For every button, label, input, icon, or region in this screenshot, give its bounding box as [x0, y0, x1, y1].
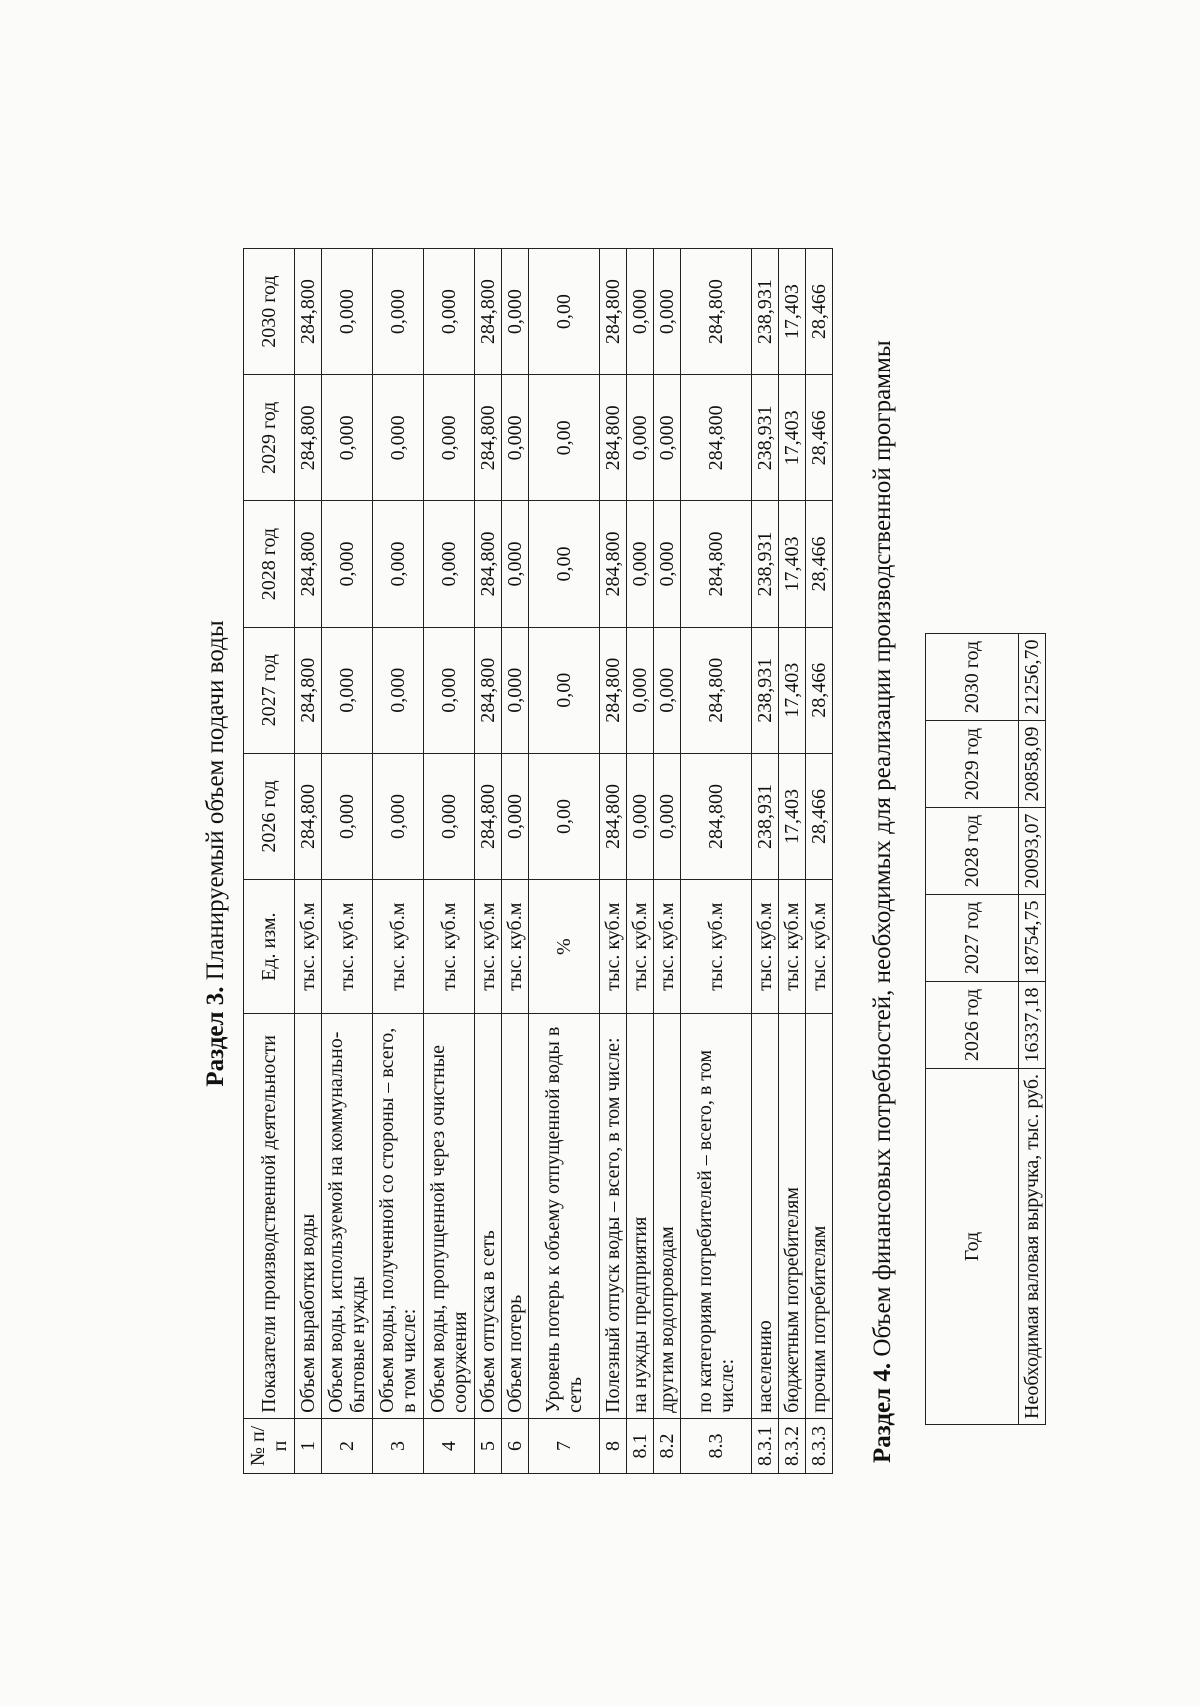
indicator-name: Объем отпуска в сеть — [475, 1014, 502, 1419]
value-cell: 28,466 — [806, 753, 833, 879]
value-cell: 0,000 — [322, 249, 373, 375]
indicator-name: по категориям потребителей – всего, в том числе: — [681, 1014, 752, 1419]
row-number: 6 — [502, 1418, 529, 1473]
row-number: 2 — [322, 1418, 373, 1473]
unit-cell: тыс. куб.м — [424, 880, 475, 1014]
value-cell: 0,000 — [373, 501, 424, 627]
table-row — [1019, 634, 1046, 1425]
row-number: 8.2 — [654, 1418, 681, 1473]
table-row — [627, 249, 654, 1474]
value-cell: 28,466 — [806, 249, 833, 375]
table-row — [475, 249, 502, 1474]
value-cell: 20093,07 — [1019, 808, 1046, 895]
section-4-title-bold: Раздел 4. — [869, 1362, 896, 1463]
value-cell: 284,800 — [475, 375, 502, 501]
table-row — [681, 249, 752, 1474]
row-number: 8.1 — [627, 1418, 654, 1473]
value-cell: 0,000 — [627, 375, 654, 501]
value-cell: 0,000 — [373, 375, 424, 501]
value-cell: 0,00 — [529, 375, 600, 501]
financial-needs-table — [925, 633, 1046, 1425]
value-cell: 20858,09 — [1019, 721, 1046, 808]
table-row — [295, 249, 322, 1474]
value-cell: 0,00 — [529, 627, 600, 753]
value-cell: 284,800 — [295, 501, 322, 627]
value-cell: 0,000 — [424, 375, 475, 501]
value-cell: 17,403 — [779, 249, 806, 375]
indicator-name: Объем воды, полученной со стороны – всего, в том числе: — [373, 1014, 424, 1419]
value-cell: 238,931 — [752, 375, 779, 501]
section-4-title — [869, 340, 897, 1463]
unit-cell: тыс. куб.м — [475, 880, 502, 1014]
value-cell: 0,00 — [529, 249, 600, 375]
row-number: 4 — [424, 1418, 475, 1473]
value-cell: 28,466 — [806, 501, 833, 627]
value-cell: 21256,70 — [1019, 634, 1046, 721]
header-cell: 2026 год — [926, 982, 1019, 1069]
value-cell: 284,800 — [295, 753, 322, 879]
value-cell: 0,000 — [627, 627, 654, 753]
value-cell: 0,000 — [424, 753, 475, 879]
value-cell: 284,800 — [681, 501, 752, 627]
value-cell: 284,800 — [475, 501, 502, 627]
value-cell: 18754,75 — [1019, 895, 1046, 982]
unit-cell: тыс. куб.м — [373, 880, 424, 1014]
row-number: 7 — [529, 1418, 600, 1473]
value-cell: 238,931 — [752, 501, 779, 627]
value-cell: 17,403 — [779, 501, 806, 627]
header-cell: 2028 год — [244, 501, 295, 627]
unit-cell: тыс. куб.м — [627, 880, 654, 1014]
section-4-title-text: Объем финансовых потребностей, необходимых для реализации производственной программы — [869, 340, 896, 1363]
table-row — [529, 249, 600, 1474]
value-cell: 0,000 — [424, 627, 475, 753]
value-cell: 17,403 — [779, 627, 806, 753]
unit-cell: тыс. куб.м — [779, 880, 806, 1014]
header-cell: 2030 год — [244, 249, 295, 375]
table-row — [654, 249, 681, 1474]
value-cell: 0,000 — [502, 627, 529, 753]
row-number: 1 — [295, 1418, 322, 1473]
row-number: 5 — [475, 1418, 502, 1473]
value-cell: 0,000 — [373, 627, 424, 753]
table-row — [779, 249, 806, 1474]
indicator-name: Объем выработки воды — [295, 1014, 322, 1419]
unit-cell: тыс. куб.м — [600, 880, 627, 1014]
value-cell: 17,403 — [779, 753, 806, 879]
value-cell: 0,000 — [424, 249, 475, 375]
row-number: 8.3 — [681, 1418, 752, 1473]
value-cell: 238,931 — [752, 627, 779, 753]
unit-cell: тыс. куб.м — [322, 880, 373, 1014]
indicator-name: прочим потребителям — [806, 1014, 833, 1419]
table-header-row — [926, 634, 1019, 1425]
value-cell: 284,800 — [295, 249, 322, 375]
section-3-title-bold: Раздел 3. — [202, 986, 229, 1087]
value-cell: 284,800 — [295, 375, 322, 501]
header-cell: 2027 год — [926, 895, 1019, 982]
value-cell: 0,000 — [424, 501, 475, 627]
table-row — [322, 249, 373, 1474]
value-cell: 284,800 — [681, 249, 752, 375]
header-cell: 2027 год — [244, 627, 295, 753]
value-cell: 0,000 — [654, 501, 681, 627]
value-cell: 0,000 — [373, 249, 424, 375]
header-cell: 2029 год — [926, 721, 1019, 808]
row-number: 8 — [600, 1418, 627, 1473]
row-number: 3 — [373, 1418, 424, 1473]
value-cell: 0,000 — [502, 753, 529, 879]
table-row — [600, 249, 627, 1474]
header-cell: 2026 год — [244, 753, 295, 879]
value-cell: 28,466 — [806, 375, 833, 501]
value-cell: 0,000 — [627, 753, 654, 879]
indicator-name: на нужды предприятия — [627, 1014, 654, 1419]
value-cell: 284,800 — [600, 627, 627, 753]
header-cell: 2028 год — [926, 808, 1019, 895]
water-supply-table — [243, 248, 833, 1474]
unit-cell: % — [529, 880, 600, 1014]
indicator-name: Объем потерь — [502, 1014, 529, 1419]
value-cell: 238,931 — [752, 249, 779, 375]
indicator-name: Полезный отпуск воды – всего, в том числе: — [600, 1014, 627, 1419]
table-row — [424, 249, 475, 1474]
value-cell: 0,000 — [502, 249, 529, 375]
value-cell: 17,403 — [779, 375, 806, 501]
value-cell: 16337,18 — [1019, 982, 1046, 1069]
value-cell: 284,800 — [600, 375, 627, 501]
indicator-name: Объем воды, используемой на коммунально-бытовые нужды — [322, 1014, 373, 1419]
value-cell: 0,000 — [654, 249, 681, 375]
value-cell: 28,466 — [806, 627, 833, 753]
header-cell: Ед. изм. — [244, 880, 295, 1014]
table-header-row — [244, 249, 295, 1474]
value-cell: 284,800 — [475, 753, 502, 879]
header-cell: 2029 год — [244, 375, 295, 501]
row-number: 8.3.2 — [779, 1418, 806, 1473]
value-cell: 0,000 — [654, 375, 681, 501]
header-cell: № п/п — [244, 1418, 295, 1473]
value-cell: 284,800 — [600, 249, 627, 375]
indicator-name: населению — [752, 1014, 779, 1419]
value-cell: 284,800 — [475, 249, 502, 375]
unit-cell: тыс. куб.м — [295, 880, 322, 1014]
header-cell: Показатели производственной деятельности — [244, 1014, 295, 1419]
value-cell: 0,000 — [502, 375, 529, 501]
indicator-name: другим водопроводам — [654, 1014, 681, 1419]
header-cell: 2030 год — [926, 634, 1019, 721]
value-cell: 0,00 — [529, 753, 600, 879]
value-cell: 0,000 — [627, 249, 654, 375]
table-row — [373, 249, 424, 1474]
indicator-name: Объем воды, пропущенной через очистные сооружения — [424, 1014, 475, 1419]
indicator-name: Уровень потерь к объему отпущенной воды в сеть — [529, 1014, 600, 1419]
table-row — [502, 249, 529, 1474]
value-cell: 0,000 — [627, 501, 654, 627]
unit-cell: тыс. куб.м — [502, 880, 529, 1014]
value-cell: 0,000 — [322, 501, 373, 627]
value-cell: 238,931 — [752, 753, 779, 879]
value-cell: 284,800 — [600, 753, 627, 879]
value-cell: 284,800 — [295, 627, 322, 753]
value-cell: 284,800 — [681, 627, 752, 753]
row-number: 8.3.3 — [806, 1418, 833, 1473]
unit-cell: тыс. куб.м — [654, 880, 681, 1014]
value-cell: 0,000 — [373, 753, 424, 879]
unit-cell: тыс. куб.м — [806, 880, 833, 1014]
value-cell: 284,800 — [475, 627, 502, 753]
row-number: 8.3.1 — [752, 1418, 779, 1473]
value-cell: 0,000 — [322, 627, 373, 753]
table-row — [752, 249, 779, 1474]
row-label: Необходимая валовая выручка, тыс. руб. — [1019, 1068, 1046, 1424]
value-cell: 0,000 — [322, 375, 373, 501]
section-3-title-text: Планируемый объем подачи воды — [202, 620, 229, 987]
value-cell: 0,000 — [654, 753, 681, 879]
value-cell: 0,00 — [529, 501, 600, 627]
value-cell: 0,000 — [502, 501, 529, 627]
section-3-title — [202, 0, 230, 1707]
header-cell: Год — [926, 1068, 1019, 1424]
value-cell: 284,800 — [681, 753, 752, 879]
value-cell: 0,000 — [654, 627, 681, 753]
value-cell: 284,800 — [600, 501, 627, 627]
value-cell: 0,000 — [322, 753, 373, 879]
table-row — [806, 249, 833, 1474]
unit-cell: тыс. куб.м — [752, 880, 779, 1014]
value-cell: 284,800 — [681, 375, 752, 501]
indicator-name: бюджетным потребителям — [779, 1014, 806, 1419]
unit-cell: тыс. куб.м — [681, 880, 752, 1014]
